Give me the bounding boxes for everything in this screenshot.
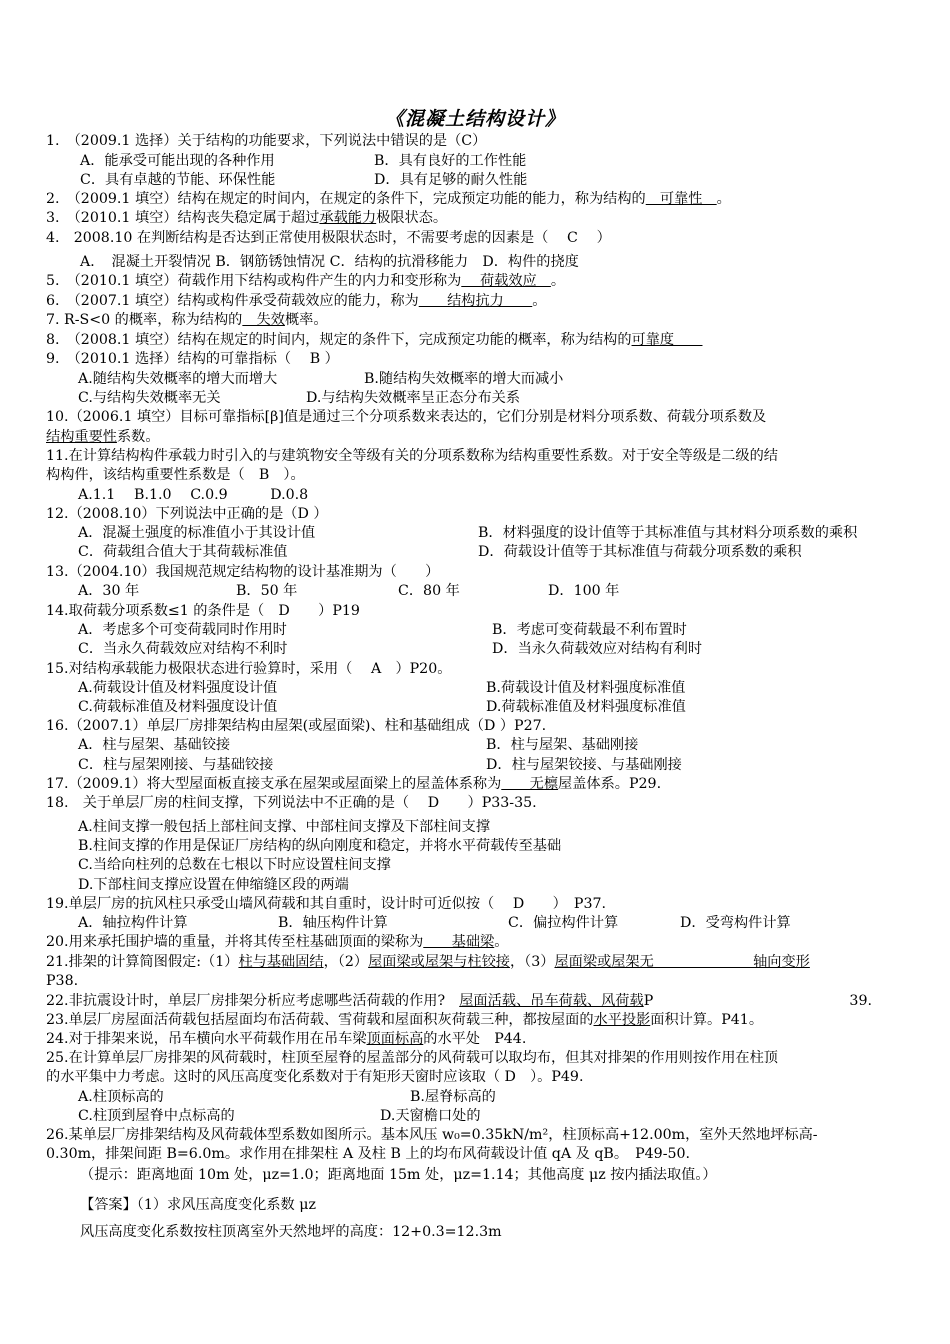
- question-21-line-2: P38.: [46, 973, 79, 989]
- question-18: 18. 关于单层厂房的柱间支撑，下列说法中不正确的是（ D ）P33-35.: [46, 795, 537, 811]
- answer-step-1: 【答案】（1）求风压高度变化系数 μz: [80, 1197, 316, 1213]
- question-13: 13.（2004.10）我国规范规定结构物的设计基准期为（ ）: [46, 564, 440, 580]
- q26-hint: （提示：距离地面 10m 处，μz=1.0；距离地面 15m 处，μz=1.14；其他高度 μz 按内插法取值。）: [80, 1167, 717, 1183]
- q13-option-d: D．100 年: [548, 583, 620, 599]
- q18-option-d: D.下部柱间支撑应设置在伸缩缝区段的两端: [78, 877, 349, 893]
- q11-options: A.1.1 B.1.0 C.0.9 D.0.8: [78, 487, 309, 503]
- q18-option-a: A.柱间支撑一般包括上部柱间支撑、中部柱间支撑及下部柱间支撑: [78, 819, 491, 835]
- q16-option-b: B．柱与屋架、基础刚接: [486, 737, 639, 753]
- q1-option-d: D．具有足够的耐久性能: [374, 172, 528, 188]
- answer-blank: 可靠性: [645, 191, 717, 207]
- question-26-line-1: 26.某单层厂房排架结构及风荷载体型系数如图所示。基本风压 w₀=0.35kN/m²，柱顶标高+12.00m，室外天然地坪标高-: [46, 1127, 818, 1143]
- q18-option-b: B.柱间支撑的作用是保证厂房结构的纵向刚度和稳定，并将水平荷载传至基础: [78, 838, 562, 854]
- q16-option-c: C．柱与屋架刚接、与基础铰接: [78, 757, 274, 773]
- question-19: 19.单层厂房的抗风柱只承受山墙风荷载和其自重时，设计时可近似按（ D ） P37.: [46, 896, 607, 912]
- q16-option-a: A．柱与屋架、基础铰接: [78, 737, 231, 753]
- question-17: 17.（2009.1）将大型屋面板直接支承在屋架或屋面梁上的屋盖体系称为 无檩屋盖体系。P29.: [46, 776, 662, 792]
- q12-option-d: D．荷载设计值等于其标准值与荷载分项系数的乘积: [478, 544, 802, 560]
- q12-option-b: B．材料强度的设计值等于其标准值与其材料分项系数的乘积: [478, 525, 858, 541]
- answer-blank: 结构抗力: [418, 293, 533, 309]
- answer-blank: 屋面活载、吊车荷载、风荷载: [459, 993, 644, 1009]
- q13-option-c: C．80 年: [398, 583, 460, 599]
- answer-blank: 屋面梁或屋架与柱铰接: [368, 954, 510, 970]
- question-21-line-1: 21.排架的计算简图假定:（1）柱与基础固结，（2）屋面梁或屋架与柱铰接，（3）屋面梁或屋架无 轴向变形: [46, 954, 810, 970]
- question-26-line-2: 0.30m，排架间距 B=6.0m。求作用在排架柱 A 及柱 B 上的均布风荷载设计值 qA 及 qB。 P49-50.: [46, 1146, 691, 1162]
- question-6: 6. （2007.1 填空）结构或构件承受荷载效应的能力，称为 结构抗力 。: [46, 293, 547, 309]
- q16-option-d: D．柱与屋架铰接、与基础刚接: [486, 757, 682, 773]
- q14-option-d: D．当永久荷载效应对结构有利时: [492, 641, 703, 657]
- answer-blank: 荷载效应: [461, 273, 551, 289]
- q13-option-b: B．50 年: [236, 583, 298, 599]
- q4-options: A． 混凝土开裂情况 B．钢筋锈蚀情况 C．结构的抗滑移能力 D．构件的挠度: [80, 254, 579, 270]
- q25-option-c: C.柱顶到屋脊中点标高的: [78, 1108, 235, 1124]
- answer-step-1-detail: 风压高度变化系数按柱顶离室外天然地坪的高度：12+0.3=12.3m: [80, 1224, 502, 1240]
- question-25-line-1: 25.在计算单层厂房排架的风荷载时，柱顶至屋脊的屋盖部分的风荷载可以取均布，但其对排架的作用则按作用在柱顶: [46, 1050, 778, 1066]
- answer-blank: 失效: [242, 312, 285, 328]
- document-title: 《混凝土结构设计》: [384, 108, 565, 130]
- q15-option-a: A.荷载设计值及材料强度设计值: [78, 680, 278, 696]
- answer-blank: 基础梁: [423, 934, 495, 950]
- question-11-line-1: 11.在计算结构构件承载力时引入的与建筑物安全等级有关的分项系数称为结构重要性系数。对于安全等级是二级的结: [46, 448, 778, 464]
- q15-option-d: D.荷载标准值及材料强度标准值: [486, 699, 686, 715]
- question-16: 16.（2007.1）单层厂房排架结构由屋架(或屋面梁)、柱和基础组成（D ）P27.: [46, 718, 547, 734]
- question-3: 3. （2010.1 填空）结构丧失稳定属于超过承载能力极限状态。: [46, 210, 448, 226]
- answer-blank: 结构重要性: [46, 429, 117, 445]
- q9-option-b: B.随结构失效概率的增大而减小: [364, 371, 564, 387]
- q12-option-a: A．混凝土强度的标准值小于其设计值: [78, 525, 316, 541]
- q19-option-b: B．轴压构件计算: [278, 915, 388, 931]
- question-20: 20.用来承托围护墙的重量，并将其传至柱基础顶面的梁称为 基础梁。: [46, 934, 509, 950]
- question-10-line-2: 结构重要性系数。: [46, 429, 160, 445]
- question-5: 5. （2010.1 填空）荷载作用下结构或构件产生的内力和变形称为 荷载效应 。: [46, 273, 566, 289]
- q9-option-a: A.随结构失效概率的增大而增大: [78, 371, 278, 387]
- question-11-line-2: 构构件，该结构重要性系数是（ B ）。: [46, 467, 305, 483]
- question-24: 24.对于排架来说，吊车横向水平荷载作用在吊车梁顶面标高的水平处 P44.: [46, 1031, 527, 1047]
- answer-blank: 无檩: [501, 776, 559, 792]
- q1-option-a: A．能承受可能出现的各种作用: [80, 153, 275, 169]
- q1-option-c: C．具有卓越的节能、环保性能: [80, 172, 276, 188]
- question-8: 8. （2008.1 填空）结构在规定的时间内，规定的条件下，完成预定功能的概率，称为结构的可靠度: [46, 332, 703, 348]
- q25-option-a: A.柱顶标高的: [78, 1089, 164, 1105]
- q13-option-a: A．30 年: [78, 583, 140, 599]
- question-15: 15.对结构承载能力极限状态进行验算时，采用（ A ）P20。: [46, 661, 452, 677]
- q15-option-b: B.荷载设计值及材料强度标准值: [486, 680, 686, 696]
- q1-option-b: B．具有良好的工作性能: [374, 153, 527, 169]
- answer-blank: 顶面标高: [366, 1031, 424, 1047]
- question-14: 14.取荷载分项系数≤1 的条件是（ D ）P19: [46, 603, 360, 619]
- question-25-line-2: 的水平集中力考虑。这时的风压高度变化系数对于有矩形天窗时应该取（ D ）。P49.: [46, 1069, 584, 1085]
- answer-blank: 柱与基础固结: [238, 954, 324, 970]
- question-7: 7. R-S<0 的概率，称为结构的 失效概率。: [46, 312, 328, 328]
- q19-option-c: C．偏拉构件计算: [508, 915, 619, 931]
- q19-option-d: D．受弯构件计算: [680, 915, 791, 931]
- question-1: 1. （2009.1 选择）关于结构的功能要求，下列说法中错误的是（C）: [46, 133, 487, 149]
- q9-option-c: C.与结构失效概率无关: [78, 390, 221, 406]
- answer-blank: 水平投影: [593, 1012, 651, 1028]
- answer-blank: 可靠度: [631, 332, 703, 348]
- q25-option-d: D.天窗檐口处的: [380, 1108, 481, 1124]
- question-10-line-1: 10.（2006.1 填空）目标可靠指标[β]值是通过三个分项系数来表达的，它们分别是材料分项系数、荷载分项系数及: [46, 409, 767, 425]
- question-23: 23.单层厂房屋面活荷载包括屋面均布活荷载、雪荷载和屋面积灰荷载三种，都按屋面的水平投影面积计算。P41。: [46, 1012, 764, 1028]
- q9-option-d: D.与结构失效概率呈正态分布关系: [306, 390, 521, 406]
- q14-option-c: C．当永久荷载效应对结构不利时: [78, 641, 288, 657]
- q14-option-b: B．考虑可变荷载最不利布置时: [492, 622, 687, 638]
- q25-option-b: B.屋脊标高的: [410, 1089, 496, 1105]
- q12-option-c: C．荷载组合值大于其荷载标准值: [78, 544, 288, 560]
- q14-option-a: A．考虑多个可变荷载同时作用时: [78, 622, 287, 638]
- question-9: 9. （2010.1 选择）结构的可靠指标（ B ）: [46, 351, 339, 367]
- q19-option-a: A．轴拉构件计算: [78, 915, 188, 931]
- question-12: 12.（2008.10）下列说法中正确的是（D ）: [46, 506, 328, 522]
- question-22: 22.非抗震设计时，单层厂房排架分析应考虑哪些活荷载的作用? 屋面活载、吊车荷载、风荷载P 39.: [46, 993, 872, 1009]
- answer-blank: 屋面梁或屋架无 轴向变形: [554, 954, 810, 970]
- q15-option-c: C.荷载标准值及材料强度设计值: [78, 699, 278, 715]
- answer-blank: 承载能力: [319, 210, 377, 226]
- question-2: 2. （2009.1 填空）结构在规定的时间内，在规定的条件下，完成预定功能的能力，称为结构的 可靠性 。: [46, 191, 731, 207]
- q18-option-c: C.当给向柱列的总数在七根以下时应设置柱间支撑: [78, 857, 391, 873]
- question-4: 4. 2008.10 在判断结构是否达到正常使用极限状态时，不需要考虑的因素是（ C ）: [46, 230, 611, 246]
